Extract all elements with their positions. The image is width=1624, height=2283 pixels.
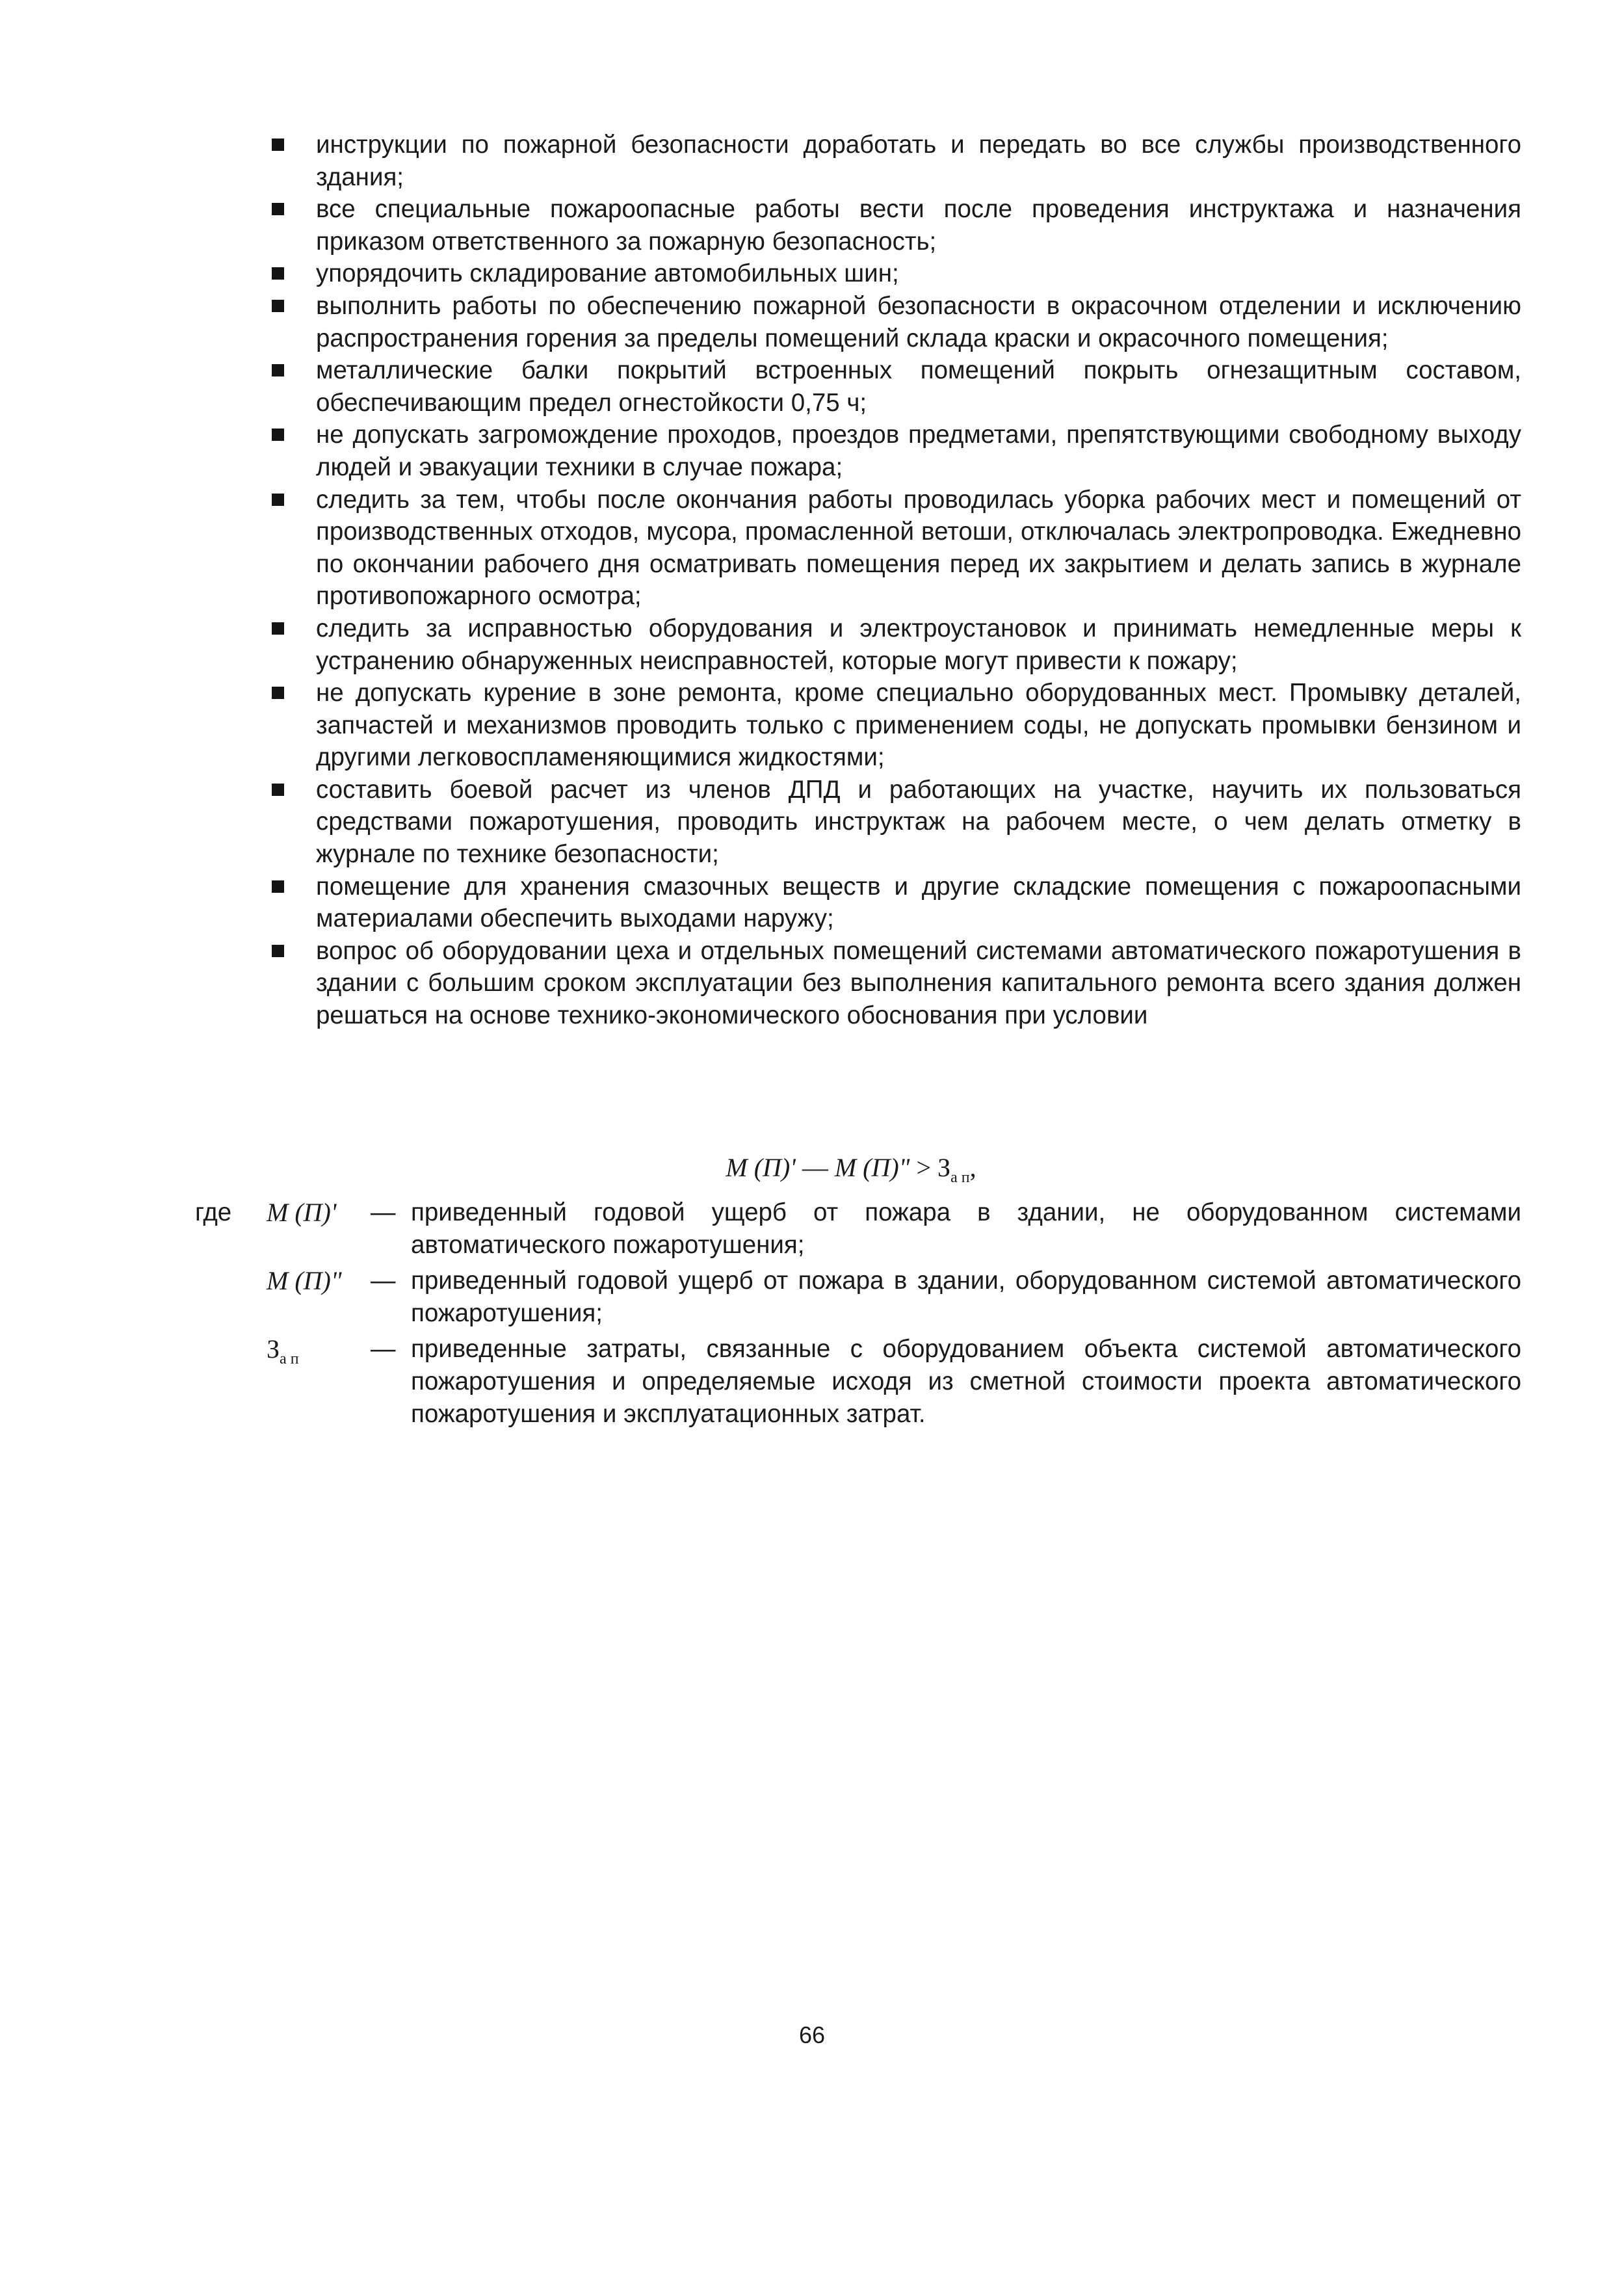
- definition-symbol: [267, 1196, 371, 1261]
- list-item-text: следить за тем, чтобы после окончания работы проводилась уборка рабочих мест и помещений от производственных отходов, мусора, промасленной ветоши, отключалась электропроводка. Ежедневно по окончании рабочего дня осматривать помещения перед их закрытием и делать запись в журнале противопожарного осмотра;: [316, 485, 1521, 611]
- symbol-subscript: а п: [280, 1351, 299, 1368]
- square-bullet-icon: [272, 267, 284, 280]
- list-item-text: не допускать курение в зоне ремонта, кроме специально оборудованных мест. Промывку деталей, запчастей и механизмов проводить только с применением соды, не допускать промывки бензином и другими легковоспламеняющимися жидкостями;: [316, 679, 1521, 772]
- symbol-base: З: [267, 1334, 280, 1364]
- formula-tail: ,: [969, 1153, 976, 1182]
- list-item: [267, 419, 1521, 483]
- square-bullet-icon: [272, 429, 284, 441]
- list-item-text: не допускать загромождение проходов, проездов предметами, препятствующими свободному выходу людей и эвакуации техники в случае пожара;: [316, 421, 1521, 481]
- list-item: [267, 613, 1521, 677]
- list-item-text: следить за исправностью оборудования и электроустановок и принимать немедленные меры к устранению обнаруженных неисправностей, которые могут привести к пожару;: [316, 614, 1521, 675]
- list-item-text: металлические балки покрытий встроенных помещений покрыть огнезащитным составом, обеспечивающим предел огнестойкости 0,75 ч;: [316, 356, 1521, 417]
- list-item: [267, 354, 1521, 419]
- square-bullet-icon: [272, 203, 284, 215]
- definition-dash: —: [371, 1267, 396, 1295]
- definition-text: приведенный годовой ущерб от пожара в здании, не оборудованном системами автоматического пожаротушения;: [411, 1198, 1521, 1259]
- where-label: где: [195, 1198, 232, 1226]
- square-bullet-icon: [272, 945, 284, 957]
- definition-row: [195, 1333, 1521, 1430]
- formula-left-term: М (П)': [726, 1153, 796, 1182]
- symbol-text: М (П)": [267, 1266, 342, 1296]
- list-item: [267, 484, 1521, 613]
- symbol-text: М (П)': [267, 1198, 337, 1227]
- formula-subscript: а п: [950, 1169, 970, 1186]
- square-bullet-icon: [272, 494, 284, 506]
- page-number: 66: [798, 2022, 826, 2048]
- where-spacer: [195, 1265, 267, 1329]
- formula-minus: —: [795, 1153, 835, 1182]
- list-item: [267, 257, 1521, 290]
- list-item-text: составить боевой расчет из членов ДПД и работающих на участке, научить их пользоваться средствами пожаротушения, проводить инструктаж на рабочем месте, о чем делать отметку в журнале по технике безопасности;: [316, 775, 1521, 869]
- definitions: [195, 1196, 1521, 1430]
- list-item-text: помещение для хранения смазочных веществ и другие складские помещения с пожароопасными материалами обеспечить выходами наружу;: [316, 872, 1521, 933]
- list-item: [267, 677, 1521, 774]
- square-bullet-icon: [272, 880, 284, 893]
- list-item: [267, 935, 1521, 1032]
- definition-text: приведенные затраты, связанные с оборудованием объекта системой автоматического пожаротушения и определяемые исходя из сметной стоимости проекта автоматического пожаротушения и эксплуатационных затрат.: [411, 1335, 1521, 1428]
- square-bullet-icon: [272, 139, 284, 151]
- list-item-text: все специальные пожароопасные работы вести после проведения инструктажа и назначения приказом ответственного за пожарную безопасность;: [316, 195, 1521, 256]
- definition-row: [195, 1196, 1521, 1261]
- formula-gt: > З: [910, 1153, 951, 1182]
- formula-right-term: М (П)": [834, 1153, 910, 1182]
- square-bullet-icon: [272, 622, 284, 635]
- list-item-text: вопрос об оборудовании цеха и отдельных помещений системами автоматического пожаротушения в здании с большим сроком эксплуатации без выполнения капитального ремонта всего здания должен решаться на основе технико-экономического обоснования при условии: [316, 936, 1521, 1030]
- square-bullet-icon: [272, 300, 284, 312]
- list-item: [267, 774, 1521, 871]
- bullet-list: [267, 129, 1521, 1032]
- list-item: [267, 193, 1521, 257]
- list-item: [267, 871, 1521, 935]
- definition-dash: —: [371, 1198, 396, 1226]
- square-bullet-icon: [272, 364, 284, 376]
- square-bullet-icon: [272, 687, 284, 699]
- list-item-text: инструкции по пожарной безопасности доработать и передать во все службы производственного здания;: [316, 131, 1521, 191]
- square-bullet-icon: [272, 784, 284, 796]
- formula: [0, 1151, 1624, 1185]
- where-spacer: [195, 1333, 267, 1430]
- definition-symbol: [267, 1265, 371, 1329]
- list-item-text: упорядочить складирование автомобильных шин;: [316, 259, 899, 288]
- definition-text: приведенный годовой ущерб от пожара в здании, оборудованном системой автоматического пожаротушения;: [411, 1267, 1521, 1327]
- definition-dash: —: [371, 1335, 396, 1364]
- definition-symbol: [267, 1333, 371, 1430]
- list-item: [267, 290, 1521, 354]
- list-item: [267, 129, 1521, 193]
- definition-row: [195, 1265, 1521, 1329]
- list-item-text: выполнить работы по обеспечению пожарной безопасности в окрасочном отделении и исключению распространения горения за пределы помещений склада краски и окрасочного помещения;: [316, 291, 1521, 352]
